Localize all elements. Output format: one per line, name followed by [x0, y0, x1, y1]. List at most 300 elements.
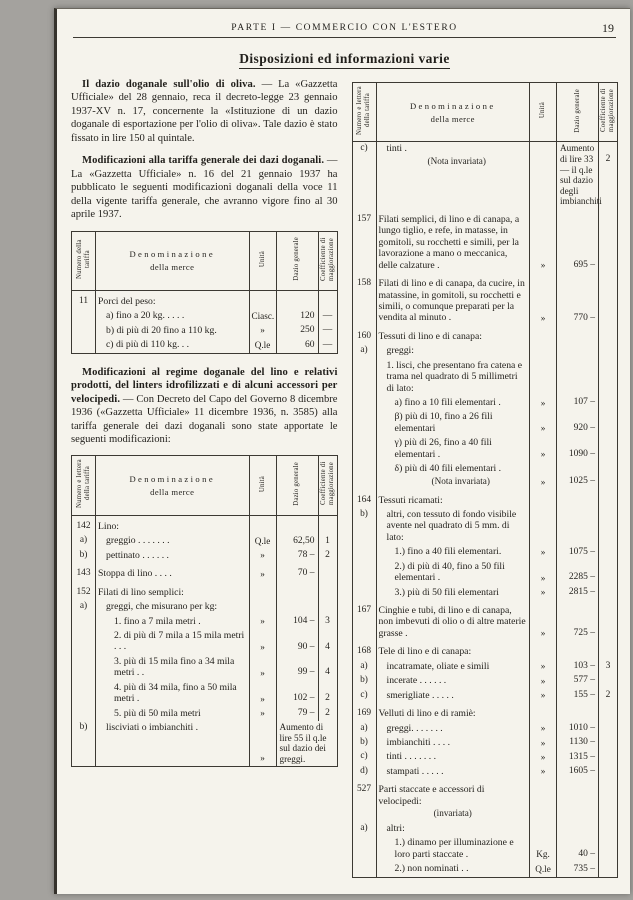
number-cell: 160	[352, 326, 376, 344]
denomination-cell: Filati di lino e di canapa, da cucire, in matassine, in gomitoli, su rocchetti e simili, o comunque preparati per la vendita al minuto .	[376, 273, 530, 326]
duty-cell: 1090 –	[557, 436, 599, 462]
number-cell: a)	[352, 822, 376, 836]
unit-cell	[530, 359, 557, 396]
number-cell	[352, 410, 376, 436]
coefficient-cell: 2	[318, 681, 337, 707]
denomination-cell: Tessuti di lino e di canapa:	[376, 326, 530, 344]
denomination-cell: Parti staccate e accessori di velocipedi: (invariata)	[376, 779, 530, 822]
table-row	[352, 674, 618, 688]
duty-cell	[557, 490, 599, 508]
unit-cell: »	[530, 560, 557, 586]
coefficient-cell	[599, 586, 618, 600]
table-row	[352, 462, 618, 489]
denomination-cell: a) fino a 20 kg. . . . .	[96, 309, 250, 323]
denomination-cell: tinti . . . . . . .	[376, 750, 530, 764]
duty-cell: 920 –	[557, 410, 599, 436]
duty-cell: 577 –	[557, 674, 599, 688]
unit-cell	[530, 490, 557, 508]
unit-cell	[530, 142, 557, 209]
number-cell	[72, 707, 96, 721]
coefficient-cell	[599, 508, 618, 545]
unit-cell	[249, 600, 276, 614]
article-lead: Modificazioni alla tariffa generale dei dazi doganali.	[82, 155, 325, 167]
coefficient-cell	[599, 560, 618, 586]
duty-cell: 695 –	[557, 209, 599, 273]
duty-cell: 107 –	[557, 396, 599, 410]
col-header-coefficient: Coefficiente di maggiorazione	[318, 456, 337, 515]
duty-cell: 62,50	[276, 534, 318, 548]
unit-cell: Kg.	[530, 836, 557, 862]
header-row	[72, 456, 338, 515]
article-lead: Il dazio doganale sull'olio di oliva.	[82, 79, 256, 90]
unit-cell	[249, 290, 276, 309]
coefficient-cell: —	[318, 338, 337, 353]
coefficient-cell	[599, 490, 618, 508]
unit-cell: »	[530, 660, 557, 674]
coefficient-cell	[599, 862, 618, 877]
pigs-tariff-table	[71, 231, 338, 354]
number-cell: c)	[352, 750, 376, 764]
number-cell: 152	[72, 582, 96, 600]
table-row	[352, 560, 618, 586]
duty-cell: 725 –	[557, 600, 599, 641]
article-tariff-modifications	[71, 154, 338, 221]
duty-cell: 70 –	[276, 563, 318, 581]
number-cell: 167	[352, 600, 376, 641]
duty-cell: 1075 –	[557, 545, 599, 559]
table-row	[72, 324, 338, 338]
denomination-cell: Tele di lino e di canapa:	[376, 641, 530, 659]
table-row	[72, 290, 338, 309]
number-cell: 143	[72, 563, 96, 581]
denomination-cell: γ) più di 26, fino a 40 fili elementari .	[376, 436, 530, 462]
running-head-title: PARTE I — COMMERCIO CON L'ESTERO	[231, 23, 458, 33]
denomination-cell: 4. più di 34 mila, fino a 50 mila metri .	[96, 681, 250, 707]
number-cell: 527	[352, 779, 376, 822]
coefficient-cell: 3	[318, 615, 337, 629]
denomination-cell: Cinghie e tubi, di lino e di canapa, non imbevuti di olio o di altre materie grasse .	[376, 600, 530, 641]
note-text: (Nota invariata)	[431, 475, 490, 486]
denomination-cell: Tessuti ricamati:	[376, 490, 530, 508]
coefficient-cell: 2	[599, 689, 618, 703]
denomination-cell: 1.) fino a 40 fili elementari.	[376, 545, 530, 559]
unit-cell: »	[249, 721, 276, 767]
table-row	[352, 359, 618, 396]
coefficient-cell	[599, 641, 618, 659]
number-cell	[352, 586, 376, 600]
number-cell	[72, 629, 96, 655]
denomination-cell: tinti . (Nota invariata)	[376, 142, 530, 209]
table-row	[352, 396, 618, 410]
coefficient-cell	[599, 396, 618, 410]
number-cell: 157	[352, 209, 376, 273]
coefficient-cell	[599, 722, 618, 736]
duty-cell: 1315 –	[557, 750, 599, 764]
coefficient-cell: 2	[599, 142, 618, 209]
denomination-cell: altri:	[376, 822, 530, 836]
coefficient-cell	[599, 736, 618, 750]
duty-cell: 60	[276, 338, 318, 353]
coefficient-cell	[599, 765, 618, 779]
two-column-layout	[71, 78, 618, 890]
table-row	[352, 326, 618, 344]
coefficient-cell	[599, 600, 618, 641]
denomination-cell: Lino:	[96, 515, 250, 534]
number-cell: 11	[72, 290, 96, 309]
table-row	[72, 655, 338, 681]
denomination-cell: Filati di lino semplici:	[96, 582, 250, 600]
unit-cell	[530, 822, 557, 836]
table-row	[352, 142, 618, 209]
number-cell	[72, 681, 96, 707]
number-cell	[352, 359, 376, 396]
number-cell: 158	[352, 273, 376, 326]
number-cell	[352, 436, 376, 462]
number-cell	[352, 862, 376, 877]
number-cell	[72, 338, 96, 353]
denomination-cell: greggi, che misurano per kg:	[96, 600, 250, 614]
unit-cell: Q.le	[249, 338, 276, 353]
duty-cell: 1605 –	[557, 765, 599, 779]
unit-cell: Q.le	[530, 862, 557, 877]
unit-cell: »	[530, 436, 557, 462]
article-body: — La «Gazzetta Ufficiale» n. 16 del 21 gennaio 1937 ha pubblicato le seguenti modificazioni doganali della voce 11 della vigente tariffa generale, che avranno vigore fino al 30 aprile 1937.	[71, 155, 338, 221]
duty-cell: 78 –	[276, 549, 318, 563]
coefficient-cell: 4	[318, 629, 337, 655]
number-cell: c)	[352, 142, 376, 209]
coefficient-cell	[599, 750, 618, 764]
number-cell: 142	[72, 515, 96, 534]
coefficient-cell	[599, 326, 618, 344]
number-cell	[352, 462, 376, 489]
article-body: — La «Gazzetta Ufficiale» del 28 gennaio, reca il decreto-legge 23 gennaio 1937-XV n. 17, concernente la «Istituzione di un dazio doganale di esportazione per l'olio di oliva». Tale dazio è stato fissato in lire 150 al quintale.	[71, 79, 338, 144]
denomination-cell: 1. fino a 7 mila metri .	[96, 615, 250, 629]
coefficient-cell	[599, 703, 618, 721]
duty-cell	[557, 641, 599, 659]
denomination-cell: 2.) di più di 40, fino a 50 fili elementari .	[376, 560, 530, 586]
unit-cell: Ciasc.	[249, 309, 276, 323]
unit-cell: »	[249, 629, 276, 655]
number-cell: d)	[352, 765, 376, 779]
header-row	[72, 231, 338, 290]
table-row	[72, 615, 338, 629]
col-header-denomination: Denominazione della merce	[96, 456, 250, 515]
unit-cell	[530, 703, 557, 721]
coefficient-cell: 1	[318, 534, 337, 548]
number-cell	[72, 615, 96, 629]
table-row	[352, 344, 618, 358]
running-head	[73, 21, 616, 38]
number-cell	[352, 836, 376, 862]
duty-cell	[557, 359, 599, 396]
col-header-duty: Dazio generale	[276, 456, 318, 515]
denomination-cell: pettinato . . . . . .	[96, 549, 250, 563]
table-row	[72, 721, 338, 767]
coefficient-cell	[599, 273, 618, 326]
table-row	[72, 309, 338, 323]
unit-cell	[530, 779, 557, 822]
denomination-cell: 3.) più di 50 fili elementari	[376, 586, 530, 600]
table-row	[72, 707, 338, 721]
col-header-number: Numero e lettera della tariffa	[352, 83, 376, 142]
coefficient-cell	[599, 545, 618, 559]
duty-cell: 770 –	[557, 273, 599, 326]
table-row	[352, 822, 618, 836]
table-row	[352, 600, 618, 641]
unit-cell	[530, 344, 557, 358]
coefficient-cell	[318, 290, 337, 309]
note-text: (invariata)	[433, 808, 472, 819]
duty-cell	[557, 703, 599, 721]
duty-cell: 1130 –	[557, 736, 599, 750]
denomination-cell: Stoppa di lino . . . .	[96, 563, 250, 581]
section-title	[71, 50, 618, 68]
table-row	[352, 273, 618, 326]
number-cell: a)	[72, 600, 96, 614]
duty-cell: 104 –	[276, 615, 318, 629]
section-title-text: Disposizioni ed informazioni varie	[239, 51, 449, 69]
number-cell: 164	[352, 490, 376, 508]
unit-cell: »	[530, 750, 557, 764]
coefficient-cell	[599, 344, 618, 358]
number-cell: a)	[352, 660, 376, 674]
table-row	[352, 436, 618, 462]
linen-tariff-table-continued	[352, 82, 619, 878]
col-header-coefficient: Coefficiente di maggiorazione	[318, 231, 337, 290]
table-row	[352, 736, 618, 750]
duty-cell	[557, 822, 599, 836]
duty-cell	[557, 779, 599, 822]
unit-cell: »	[530, 722, 557, 736]
page-number: 19	[602, 21, 614, 35]
col-header-coefficient: Coefficiente di maggiorazione	[599, 83, 618, 142]
unit-cell: »	[249, 707, 276, 721]
denomination-cell: stampati . . . . .	[376, 765, 530, 779]
coefficient-cell: —	[318, 324, 337, 338]
duty-cell: 103 –	[557, 660, 599, 674]
denomination-cell: Velluti di lino e di ramiè:	[376, 703, 530, 721]
coefficient-cell	[599, 410, 618, 436]
denomination-cell: a) fino a 10 fili elementari .	[376, 396, 530, 410]
coefficient-cell	[599, 674, 618, 688]
duty-cell: 102 –	[276, 681, 318, 707]
duty-cell: Aumento di lire 55 il q.le sul dazio dei greggi.	[276, 721, 337, 767]
unit-cell	[530, 326, 557, 344]
number-cell: 168	[352, 641, 376, 659]
duty-cell	[557, 344, 599, 358]
table-row	[352, 545, 618, 559]
duty-cell	[276, 515, 318, 534]
number-cell	[352, 396, 376, 410]
denomination-cell: 1. lisci, che presentano fra catena e trama nel quadrato di 5 millimetri di lato:	[376, 359, 530, 396]
denomination-cell: lisciviati o imbianchiti .	[96, 721, 250, 767]
denomination-cell: greggi. . . . . . .	[376, 722, 530, 736]
col-header-number: Numero della tariffa	[72, 231, 96, 290]
duty-cell: 735 –	[557, 862, 599, 877]
unit-cell: »	[249, 615, 276, 629]
unit-cell: »	[530, 765, 557, 779]
unit-cell: »	[530, 586, 557, 600]
denomination-cell: incatramate, oliate e simili	[376, 660, 530, 674]
duty-cell	[276, 600, 318, 614]
col-header-duty: Dazio generale	[276, 231, 318, 290]
denomination-cell: 1.) dinamo per illuminazione e loro parti staccate .	[376, 836, 530, 862]
coefficient-cell	[318, 515, 337, 534]
number-cell	[352, 560, 376, 586]
table-row	[72, 681, 338, 707]
coefficient-cell: 2	[318, 549, 337, 563]
duty-cell	[276, 582, 318, 600]
unit-cell: »	[249, 563, 276, 581]
unit-cell: »	[249, 681, 276, 707]
number-cell: a)	[72, 534, 96, 548]
coefficient-cell	[318, 600, 337, 614]
col-header-unit: Unità	[530, 83, 557, 142]
table-row	[352, 722, 618, 736]
denomination-cell: smerigliate . . . . .	[376, 689, 530, 703]
denomination-cell: 3. più di 15 mila fino a 34 mila metri . .	[96, 655, 250, 681]
table-row	[352, 779, 618, 822]
denomination-cell: Filati semplici, di lino e di canapa, a lungo tiglio, e refe, in matasse, in gomitoli, su rocchetti e simili, per la lavorazione a mano o meccanica, delle calzature .	[376, 209, 530, 273]
denomination-cell: 2. di più di 7 mila a 15 mila metri . . .	[96, 629, 250, 655]
number-cell: a)	[352, 344, 376, 358]
denomination-cell: 5. più di 50 mila metri	[96, 707, 250, 721]
table-row	[352, 750, 618, 764]
duty-cell	[557, 508, 599, 545]
duty-cell: 120	[276, 309, 318, 323]
unit-cell: »	[530, 674, 557, 688]
duty-cell: 40 –	[557, 836, 599, 862]
table-row	[352, 660, 618, 674]
duty-cell: 1025 –	[557, 462, 599, 489]
coefficient-cell	[599, 836, 618, 862]
coefficient-cell	[599, 822, 618, 836]
number-cell	[72, 324, 96, 338]
duty-cell	[276, 290, 318, 309]
coefficient-cell: —	[318, 309, 337, 323]
left-column	[71, 78, 338, 890]
number-cell	[352, 545, 376, 559]
table-row	[72, 338, 338, 353]
unit-cell: »	[530, 689, 557, 703]
denomination-cell: c) di più di 110 kg. . .	[96, 338, 250, 353]
number-cell: a)	[352, 722, 376, 736]
unit-cell	[249, 582, 276, 600]
table-row	[72, 534, 338, 548]
unit-cell: »	[530, 736, 557, 750]
coefficient-cell	[318, 563, 337, 581]
table-row	[352, 862, 618, 877]
duty-cell: 99 –	[276, 655, 318, 681]
coefficient-cell: 2	[318, 707, 337, 721]
coefficient-cell	[599, 359, 618, 396]
denomination-cell: greggio . . . . . . .	[96, 534, 250, 548]
table-row	[352, 689, 618, 703]
duty-cell: 90 –	[276, 629, 318, 655]
col-header-duty: Dazio generale	[557, 83, 599, 142]
number-cell	[72, 655, 96, 681]
article-olive-oil-duty	[71, 78, 338, 145]
number-cell	[72, 309, 96, 323]
unit-cell: »	[530, 396, 557, 410]
unit-cell: »	[530, 600, 557, 641]
unit-cell: Q.le	[249, 534, 276, 548]
duty-cell: Aumento di lire 33 — il q.le sul dazio degli imbianchiti	[557, 142, 599, 209]
duty-cell: 1010 –	[557, 722, 599, 736]
unit-cell	[530, 508, 557, 545]
duty-cell: 250	[276, 324, 318, 338]
table-row	[72, 600, 338, 614]
table-row	[352, 641, 618, 659]
header-row	[352, 83, 618, 142]
coefficient-cell	[599, 779, 618, 822]
table-row	[352, 586, 618, 600]
col-header-unit: Unità	[249, 231, 276, 290]
article-lead: Modificazioni al regime doganale del lino e relativi prodotti, del linters idrofilizzati e di alcuni accessori per velocipedi.	[71, 366, 338, 405]
col-header-denomination: Denominazione della merce	[96, 231, 250, 290]
unit-cell: »	[249, 655, 276, 681]
table-row	[352, 209, 618, 273]
denomination-cell: b) di più di 20 fino a 110 kg.	[96, 324, 250, 338]
number-cell: b)	[352, 674, 376, 688]
table-row	[352, 836, 618, 862]
col-header-denomination: Denominazione della merce	[376, 83, 530, 142]
unit-cell: »	[530, 545, 557, 559]
number-cell: 169	[352, 703, 376, 721]
coefficient-cell	[599, 436, 618, 462]
unit-cell	[249, 515, 276, 534]
coefficient-cell	[318, 582, 337, 600]
denomination-cell: greggi:	[376, 344, 530, 358]
number-cell: b)	[72, 721, 96, 767]
denomination-cell: imbianchiti . . . .	[376, 736, 530, 750]
table-row	[72, 549, 338, 563]
linen-tariff-table	[71, 455, 338, 767]
table-row	[352, 703, 618, 721]
col-header-number: Numero e lettera della tariffa	[72, 456, 96, 515]
denomination-cell: Porci del peso:	[96, 290, 250, 309]
number-cell: b)	[352, 508, 376, 545]
table-row	[352, 508, 618, 545]
denomination-cell: incerate . . . . . .	[376, 674, 530, 688]
note-text: (Nota invariata)	[427, 155, 486, 166]
scanned-page	[54, 8, 630, 894]
duty-cell: 2285 –	[557, 560, 599, 586]
duty-cell: 155 –	[557, 689, 599, 703]
table-row	[72, 563, 338, 581]
coefficient-cell: 4	[318, 655, 337, 681]
denomination-cell: β) più di 10, fino a 26 fili elementari	[376, 410, 530, 436]
number-cell: b)	[72, 549, 96, 563]
unit-cell: »	[530, 273, 557, 326]
denomination-cell: δ) più di 40 fili elementari . (Nota invariata)	[376, 462, 530, 489]
table-row	[352, 410, 618, 436]
denomination-cell: altri, con tessuto di fondo visibile avente nel quadrato di 5 mm. di lato:	[376, 508, 530, 545]
table-row	[352, 765, 618, 779]
col-header-unit: Unità	[249, 456, 276, 515]
article-body: — Con Decreto del Capo del Governo 8 dicembre 1936 («Gazzetta Ufficiale» 11 dicembre 1936, n. 3585) alla tariffa generale dei dazi doganali sono state apportate le seguenti modificazioni:	[71, 393, 338, 445]
unit-cell: »	[530, 462, 557, 489]
right-column	[352, 78, 619, 890]
duty-cell: 2815 –	[557, 586, 599, 600]
table-row	[72, 515, 338, 534]
unit-cell: »	[249, 549, 276, 563]
unit-cell: »	[530, 209, 557, 273]
table-row	[72, 582, 338, 600]
duty-cell	[557, 326, 599, 344]
number-cell: b)	[352, 736, 376, 750]
article-linen-regime	[71, 366, 338, 447]
